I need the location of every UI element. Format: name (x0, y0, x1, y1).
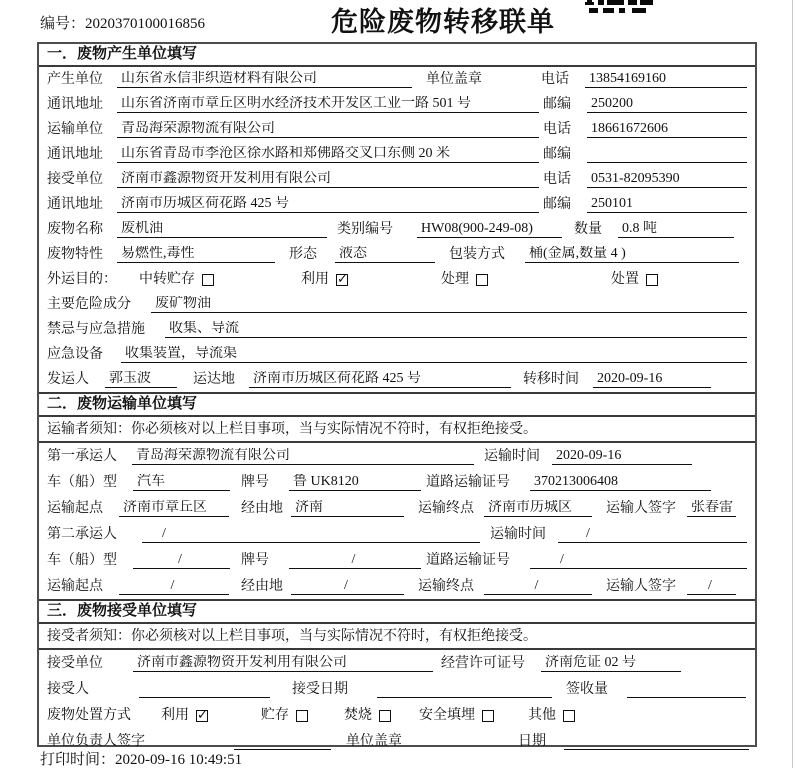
plate-label: 牌号 (241, 475, 269, 490)
emergency-measures-label: 禁忌与应急措施 (47, 322, 145, 337)
accept-date-label: 接受日期 (292, 682, 348, 697)
emergency-equipment-value: 收集装置，导流渠 (121, 346, 747, 363)
producer-address-value: 山东省济南市章丘区明水经济技术开发区工业一路 501 号 (117, 96, 539, 113)
vehicle-type-label: 车（船）型 (47, 553, 117, 568)
waste-character-value: 易燃性,毒性 (117, 246, 275, 263)
producer-address-row (39, 92, 755, 117)
disposal-method-row (39, 702, 755, 728)
packing-value: 桶(金属,数量 4 ) (525, 246, 739, 263)
acceptor-row (39, 676, 755, 702)
section1-body (39, 67, 755, 392)
checkbox-incinerate[interactable] (379, 710, 391, 722)
transport-time-value: 2020-09-16 (552, 448, 692, 465)
destination-label: 运达地 (193, 372, 235, 387)
waste-character-row (39, 242, 755, 267)
serial-value: 2020370100016856 (85, 16, 206, 32)
quantity-label: 数量 (574, 222, 602, 237)
second-carrier-label: 第二承运人 (47, 527, 117, 542)
origin-label: 运输起点 (47, 501, 103, 516)
license-no-label: 经营许可证号 (441, 656, 525, 671)
checkbox-treat[interactable] (476, 274, 488, 286)
second-carrier-row (39, 521, 755, 547)
disposal-option-utilize: 利用 ✓ (161, 708, 208, 724)
road-permit-value: 370213006408 (530, 474, 711, 491)
transfer-purpose-row (39, 267, 755, 292)
category-code-value: HW08(900-249-08) (417, 221, 562, 238)
endpoint-label: 运输终点 (418, 579, 474, 594)
transporter-label: 运输单位 (47, 122, 103, 137)
road-permit-label: 道路运输证号 (426, 475, 510, 490)
plate-value: 鲁 UK8120 (289, 474, 421, 491)
road-permit-label: 道路运输证号 (426, 553, 510, 568)
main-hazard-value: 废矿物油 (151, 296, 747, 313)
waste-name-row (39, 217, 755, 242)
accept-unit-value: 济南市鑫源物资开发利用有限公司 (133, 655, 433, 672)
emergency-measures-row (39, 317, 755, 342)
serial-number (40, 12, 205, 33)
accept-unit-row (39, 650, 755, 676)
waste-name-label: 废物名称 (47, 222, 103, 237)
date-value (564, 749, 749, 750)
address-label: 通讯地址 (47, 147, 103, 162)
producer-value: 山东省永信非织造材料有限公司 (117, 71, 412, 88)
purpose-option-storage: 中转贮存 (139, 272, 214, 288)
checkbox-dispose[interactable] (646, 274, 658, 286)
main-hazard-label: 主要危险成分 (47, 297, 131, 312)
section3-body (39, 650, 755, 754)
vehicle-type-value-2: / (133, 552, 230, 569)
via-value-2: / (291, 578, 404, 595)
checkbox-storage[interactable] (202, 274, 214, 286)
vehicle-row-1 (39, 469, 755, 495)
page-edge-line (792, 0, 793, 768)
print-time (40, 748, 242, 769)
checkbox-landfill[interactable] (482, 710, 494, 722)
transfer-time-label: 转移时间 (523, 372, 579, 387)
transporter-address-value: 山东省青岛市李沧区徐水路和郑佛路交叉口东侧 20 米 (117, 146, 539, 163)
route-row-1 (39, 495, 755, 521)
section2-header: 二．废物运输单位填写 (39, 392, 755, 417)
address-label: 通讯地址 (47, 97, 103, 112)
acceptor-value (139, 697, 270, 698)
carrier-signature-label: 运输人签字 (606, 501, 676, 516)
purpose-option-dispose: 处置 (611, 272, 658, 288)
packing-label: 包装方式 (449, 247, 505, 262)
disposal-option-store: 贮存 (261, 708, 308, 724)
first-carrier-row (39, 443, 755, 469)
quantity-value: 0.8 吨 (618, 221, 734, 238)
transport-time-value-2: / (558, 526, 747, 543)
responsible-signature-label: 单位负责人签字 (47, 734, 145, 749)
physical-form-value: 液态 (335, 246, 435, 263)
receiver-row (39, 167, 755, 192)
vehicle-type-label: 车（船）型 (47, 475, 117, 490)
route-row-2 (39, 573, 755, 599)
accept-unit-label: 接受单位 (47, 656, 103, 671)
physical-form-label: 形态 (289, 247, 317, 262)
zip-label: 邮编 (543, 97, 571, 112)
transport-time-label: 运输时间 (484, 449, 540, 464)
sender-label: 发运人 (47, 372, 89, 387)
receiver-address-value: 济南市历城区荷花路 425 号 (117, 196, 539, 213)
transporter-phone-value: 18661672606 (587, 121, 747, 138)
category-code-label: 类别编号 (337, 222, 393, 237)
date-label: 日期 (518, 734, 546, 749)
transport-time-label: 运输时间 (490, 527, 546, 542)
endpoint-label: 运输终点 (418, 501, 474, 516)
transfer-time-value: 2020-09-16 (593, 371, 711, 388)
plate-value-2: / (289, 552, 421, 569)
transporter-row (39, 117, 755, 142)
origin-value: 济南市章丘区 (119, 500, 229, 517)
checkbox-utilize[interactable] (196, 710, 208, 722)
waste-character-label: 废物特性 (47, 247, 103, 262)
carrier-signature-label: 运输人签字 (606, 579, 676, 594)
responsible-signature-value (234, 749, 331, 750)
transporter-notice: 运输者须知：你必须核对以上栏目事项，当与实际情况不符时，有权拒绝接受。 (39, 417, 755, 443)
accept-date-value (377, 697, 552, 698)
page-title: 危险废物转移联单 (331, 7, 555, 37)
unit-seal-label: 单位盖章 (426, 72, 482, 87)
zip-label: 邮编 (543, 147, 571, 162)
via-value: 济南 (291, 500, 404, 517)
section3-header: 三．废物接受单位填写 (39, 599, 755, 624)
origin-value-2: / (119, 578, 229, 595)
producer-label: 产生单位 (47, 72, 103, 87)
via-label: 经由地 (241, 501, 283, 516)
received-qty-value (627, 697, 746, 698)
receiver-zip-value: 250101 (587, 196, 747, 213)
license-no-value: 济南危证 02 号 (541, 655, 681, 672)
transporter-address-row (39, 142, 755, 167)
print-time-value: 2020-09-16 10:49:51 (115, 752, 243, 768)
section1-header: 一．废物产生单位填写 (39, 44, 755, 67)
endpoint-value: 济南市历城区 (484, 500, 592, 517)
transporter-value: 青岛海荣源物流有限公司 (117, 121, 539, 138)
receiver-value: 济南市鑫源物资开发利用有限公司 (117, 171, 539, 188)
transfer-purpose-label: 外运目的： (47, 272, 117, 287)
serial-label: 编号： (40, 16, 86, 32)
producer-phone-value: 13854169160 (585, 71, 747, 88)
emergency-equipment-label: 应急设备 (47, 347, 103, 362)
producer-zip-value: 250200 (587, 96, 747, 113)
disposal-option-other: 其他 (528, 708, 575, 724)
purpose-option-treat: 处理 (441, 272, 488, 288)
emergency-measures-value: 收集、导流 (165, 321, 747, 338)
plate-label: 牌号 (241, 553, 269, 568)
receiver-notice: 接受者须知：你必须核对以上栏目事项，当与实际情况不符时，有权拒绝接受。 (39, 624, 755, 650)
producer-row (39, 67, 755, 92)
checkbox-utilize[interactable] (336, 274, 348, 286)
phone-label: 电话 (543, 172, 571, 187)
endpoint-value-2: / (484, 578, 592, 595)
sender-row (39, 367, 755, 392)
origin-label: 运输起点 (47, 579, 103, 594)
disposal-method-label: 废物处置方式 (47, 708, 131, 723)
first-carrier-value: 青岛海荣源物流有限公司 (132, 448, 474, 465)
main-hazard-row (39, 292, 755, 317)
qr-code-partial (585, 0, 653, 13)
received-qty-label: 签收量 (566, 682, 608, 697)
transporter-zip-value (587, 162, 747, 163)
checkbox-store[interactable] (296, 710, 308, 722)
transfer-form (37, 42, 757, 747)
carrier-signature-value-2: / (687, 578, 736, 595)
phone-label: 电话 (543, 122, 571, 137)
vehicle-row-2 (39, 547, 755, 573)
destination-value: 济南市历城区荷花路 425 号 (249, 371, 511, 388)
sender-value: 郭玉波 (105, 371, 177, 388)
emergency-equipment-row (39, 342, 755, 367)
road-permit-value-2: / (530, 552, 747, 569)
zip-label: 邮编 (543, 197, 571, 212)
first-carrier-label: 第一承运人 (47, 449, 117, 464)
disposal-option-incinerate: 焚烧 (344, 708, 391, 724)
disposal-option-landfill: 安全填埋 (419, 708, 494, 724)
receiver-address-row (39, 192, 755, 217)
second-carrier-value: / (142, 526, 480, 543)
acceptor-label: 接受人 (47, 682, 89, 697)
vehicle-type-value: 汽车 (133, 474, 230, 491)
receiver-phone-value: 0531-82095390 (587, 171, 747, 188)
print-time-label: 打印时间： (40, 752, 116, 768)
unit-seal-label: 单位盖章 (346, 734, 402, 749)
address-label: 通讯地址 (47, 197, 103, 212)
waste-name-value: 废机油 (117, 221, 327, 238)
via-label: 经由地 (241, 579, 283, 594)
section2-body (39, 443, 755, 599)
carrier-signature-value: 张春雷 (687, 500, 736, 517)
phone-label: 电话 (541, 72, 569, 87)
receiver-label: 接受单位 (47, 172, 103, 187)
checkbox-other[interactable] (563, 710, 575, 722)
purpose-option-utilize: 利用 ✓ (301, 272, 348, 288)
